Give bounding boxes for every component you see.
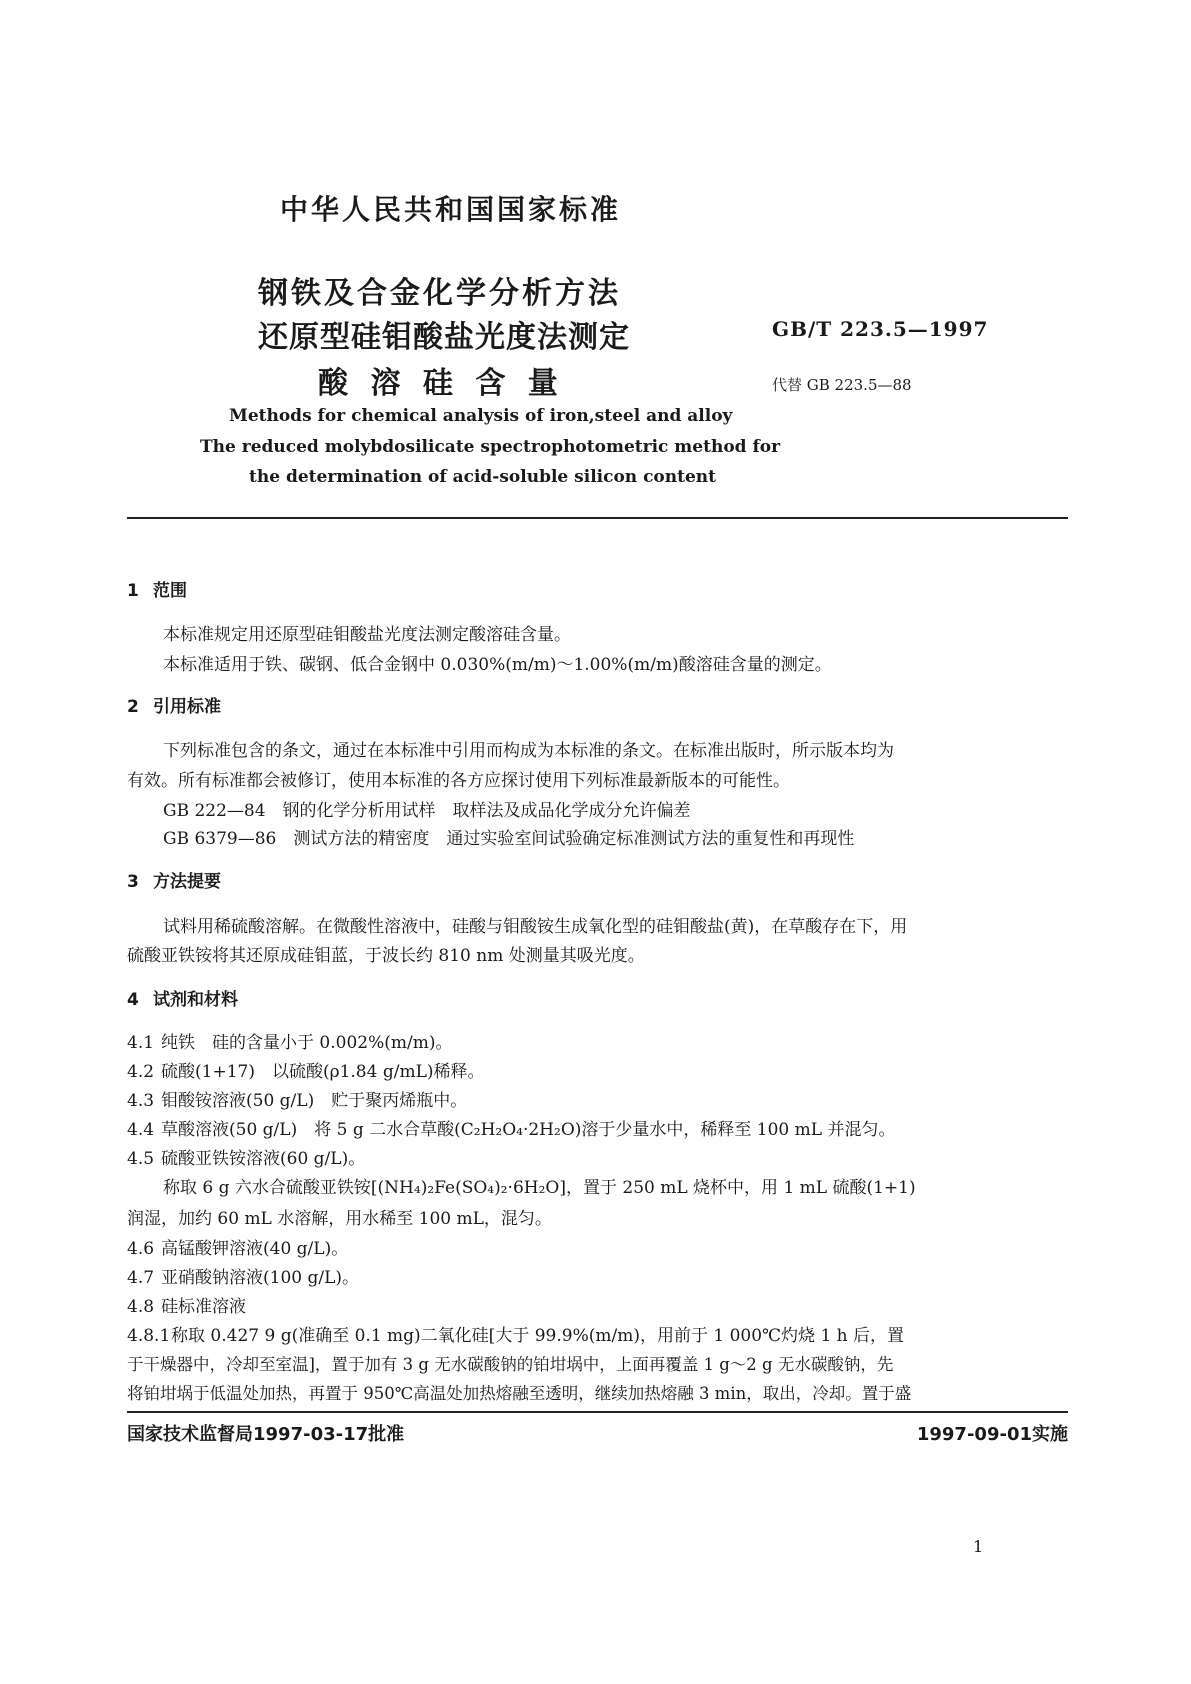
item-4-2 xyxy=(127,1057,485,1082)
item-number: 4.2 xyxy=(127,1062,155,1082)
section-2-paragraph-line2: 有效。所有标准都会被修订，使用本标准的各方应探讨使用下列标准最新版本的可能性。 xyxy=(127,771,790,791)
item-4-5 xyxy=(127,1144,365,1169)
section-3-paragraph-line2: 硫酸亚铁铵将其还原成硅钼蓝，于波长约 810 nm 处测量其吸光度。 xyxy=(127,946,645,966)
section-3-paragraph-line1: 试料用稀硫酸溶解。在微酸性溶液中，硅酸与钼酸铵生成氧化型的硅钼酸盐(黄)，在草酸存在下，用 xyxy=(163,917,908,937)
issuing-organization: 中华人民共和国国家标准 xyxy=(280,193,622,226)
standard-code: GB/T 223.5—1997 xyxy=(772,317,989,341)
section-1-paragraph-1: 本标准规定用还原型硅钼酸盐光度法测定酸溶硅含量。 xyxy=(163,625,571,645)
approval-date: 国家技术监督局1997-03-17批准 xyxy=(127,1424,405,1445)
item-4-8-1-line3: 将铂坩埚于低温处加热，再置于 950℃高温处加热熔融至透明，继续加热熔融 3 min，取出，冷却。置于盛 xyxy=(127,1384,912,1403)
item-number: 4.3 xyxy=(127,1091,155,1111)
reference-gb6379: GB 6379—86 测试方法的精密度 通过实验室间试验确定标准测试方法的重复性和再现性 xyxy=(163,829,855,849)
item-text: 硫酸(1+17) 以硫酸(ρ1.84 g/mL)稀释。 xyxy=(161,1062,485,1082)
section-title: 范围 xyxy=(153,581,187,601)
title-zh-line3: 酸 溶 硅 含 量 xyxy=(318,366,564,401)
item-number: 4.8.1 xyxy=(127,1326,171,1346)
section-4-heading xyxy=(127,985,238,1010)
title-en-line1: Methods for chemical analysis of iron,steel and alloy xyxy=(229,406,733,426)
section-title: 方法提要 xyxy=(153,872,221,892)
item-text: 纯铁 硅的含量小于 0.002%(m/m)。 xyxy=(161,1033,453,1053)
title-en-line2: The reduced molybdosilicate spectrophotometric method for xyxy=(200,437,781,457)
item-4-4 xyxy=(127,1115,895,1140)
item-4-5-continuation-line1: 称取 6 g 六水合硫酸亚铁铵[(NH₄)₂Fe(SO₄)₂·6H₂O]，置于 250 mL 烧杯中，用 1 mL 硫酸(1+1) xyxy=(163,1178,916,1198)
section-1-paragraph-2: 本标准适用于铁、碳钢、低合金钢中 0.030%(m/m)～1.00%(m/m)酸溶硅含量的测定。 xyxy=(163,655,832,675)
section-number: 3 xyxy=(127,872,139,892)
item-text: 硅标准溶液 xyxy=(161,1297,246,1317)
item-number: 4.8 xyxy=(127,1297,155,1317)
item-text: 钼酸铵溶液(50 g/L) 贮于聚丙烯瓶中。 xyxy=(161,1091,468,1111)
item-number: 4.1 xyxy=(127,1033,155,1053)
header-divider xyxy=(127,517,1068,519)
effective-date: 1997-09-01实施 xyxy=(916,1424,1068,1445)
item-text: 草酸溶液(50 g/L) 将 5 g 二水合草酸(C₂H₂O₄·2H₂O)溶于少量水中，稀释至 100 mL 并混匀。 xyxy=(161,1120,896,1140)
page-number: 1 xyxy=(973,1537,984,1556)
section-number: 2 xyxy=(127,697,139,717)
item-number: 4.6 xyxy=(127,1239,155,1259)
item-4-7 xyxy=(127,1263,359,1288)
title-en-line3: the determination of acid-soluble silicon content xyxy=(249,467,717,487)
item-text: 硫酸亚铁铵溶液(60 g/L)。 xyxy=(161,1149,366,1169)
item-number: 4.5 xyxy=(127,1149,155,1169)
section-number: 4 xyxy=(127,990,139,1010)
reference-gb222: GB 222—84 钢的化学分析用试样 取样法及成品化学成分允许偏差 xyxy=(163,801,691,821)
item-text: 称取 0.427 9 g(准确至 0.1 mg)二氧化硅[大于 99.9%(m/m)，用前于 1 000℃灼烧 1 h 后，置 xyxy=(171,1326,905,1346)
item-number: 4.4 xyxy=(127,1120,155,1140)
section-3-heading xyxy=(127,867,221,892)
section-title: 引用标准 xyxy=(153,697,221,717)
title-zh-line1: 钢铁及合金化学分析方法 xyxy=(258,276,621,311)
item-4-8-1-line2: 于干燥器中，冷却至室温]，置于加有 3 g 无水碳酸钠的铂坩埚中，上面再覆盖 1 g～2 g 无水碳酸钠，先 xyxy=(127,1355,894,1374)
item-4-8-1-line1 xyxy=(127,1321,904,1346)
section-number: 1 xyxy=(127,581,139,601)
replaces-standard: 代替 GB 223.5—88 xyxy=(772,376,912,394)
item-text: 高锰酸钾溶液(40 g/L)。 xyxy=(161,1239,349,1259)
item-4-8 xyxy=(127,1292,246,1317)
item-text: 亚硝酸钠溶液(100 g/L)。 xyxy=(161,1268,360,1288)
item-4-3 xyxy=(127,1086,467,1111)
section-title: 试剂和材料 xyxy=(153,990,238,1010)
item-4-6 xyxy=(127,1234,348,1259)
item-4-1 xyxy=(127,1028,452,1053)
item-number: 4.7 xyxy=(127,1268,155,1288)
section-2-heading xyxy=(127,692,221,717)
section-1-heading xyxy=(127,576,187,601)
title-zh-line2: 还原型硅钼酸盐光度法测定 xyxy=(258,320,630,355)
item-4-5-continuation-line2: 润湿，加约 60 mL 水溶解，用水稀至 100 mL，混匀。 xyxy=(127,1209,552,1229)
section-2-paragraph-line1: 下列标准包含的条文，通过在本标准中引用而构成为本标准的条文。在标准出版时，所示版本均为 xyxy=(163,741,894,761)
footer-divider xyxy=(127,1411,1068,1413)
